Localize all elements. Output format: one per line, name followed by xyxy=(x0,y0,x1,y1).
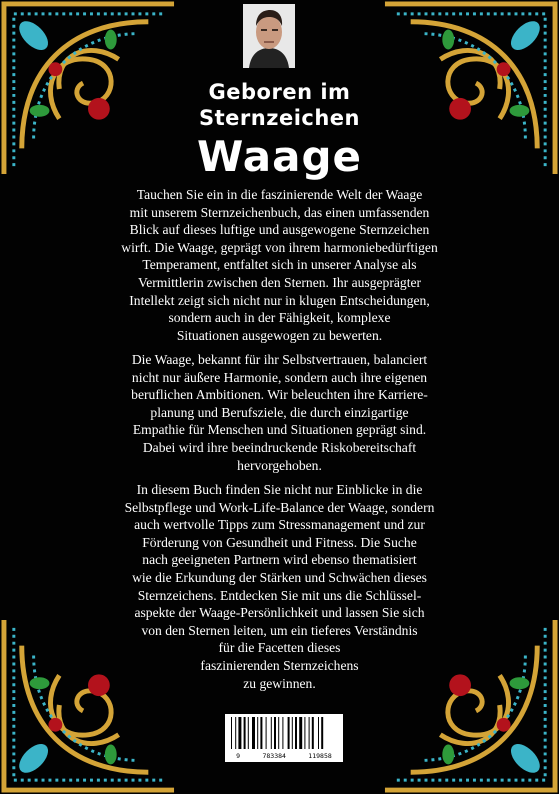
barcode-digit-group-1: 783384 xyxy=(262,752,286,760)
author-portrait xyxy=(243,4,295,68)
title-line-2: Sternzeichen xyxy=(199,106,360,130)
blurb-paragraph-3: In diesem Buch finden Sie nicht nur Einblicke in die Selbstpflege und Work-Life-Balance der Waage, sondern auch wertvolle Tipps zum Stressmanagement und zur Förderung von Gesundheit und Fitness. Die Suche nach geeigneten Partnern wird ebenso thematisiert wie die Erkundung der Stärken und Schwächen dieses Sternzeichens. Entdecken Sie mit uns die Schlüssel- aspekte der Waage-Persönlichkeit und lassen Sie sich von den Sternen leiten, um ein tieferes Verständnis für die Facetten dieses faszinierenden Sternzeichens zu gewinnen. xyxy=(124,482,435,691)
barcode-bars-icon xyxy=(225,714,343,752)
title-main: Waage xyxy=(196,132,363,181)
barcode-digit-group-2: 119858 xyxy=(308,752,332,760)
blurb-paragraph-1: Tauchen Sie ein in die faszinierende Welt der Waage mit unserem Sternzeichenbuch, das einen umfassenden Blick auf dieses luftige und ausgewogene Sternzeichen wirft. Die Waage, geprägt von ihrem harmoniebedürftigen Temperament, entfaltet sich in unserer Analyse als Vermittlerin zwischen den Sternen. Ihr ausgeprägter Intellekt zeigt sich nicht nur in klugen Entscheidungen, sondern auch in der Fähigkeit, komplexe Situationen ausgewogen zu bewerten. xyxy=(121,187,438,343)
title-line-1: Geboren im xyxy=(208,80,351,104)
isbn-barcode xyxy=(225,714,343,762)
barcode-digit-first: 9 xyxy=(236,752,241,760)
barcode-digits xyxy=(225,752,343,760)
blurb-paragraph-2: Die Waage, bekannt für ihr Selbstvertrauen, balanciert nicht nur äußere Harmonie, sondern auch ihre eigenen beruflichen Ambitionen. Wir beleuchten ihre Karriere- planung und Berufsziele, die durch einzigartige Empathie für Menschen und Situationen geprägt sind. Dabei wird ihre beeindruckende Riskobereitschaft hervorgehoben. xyxy=(131,352,428,473)
